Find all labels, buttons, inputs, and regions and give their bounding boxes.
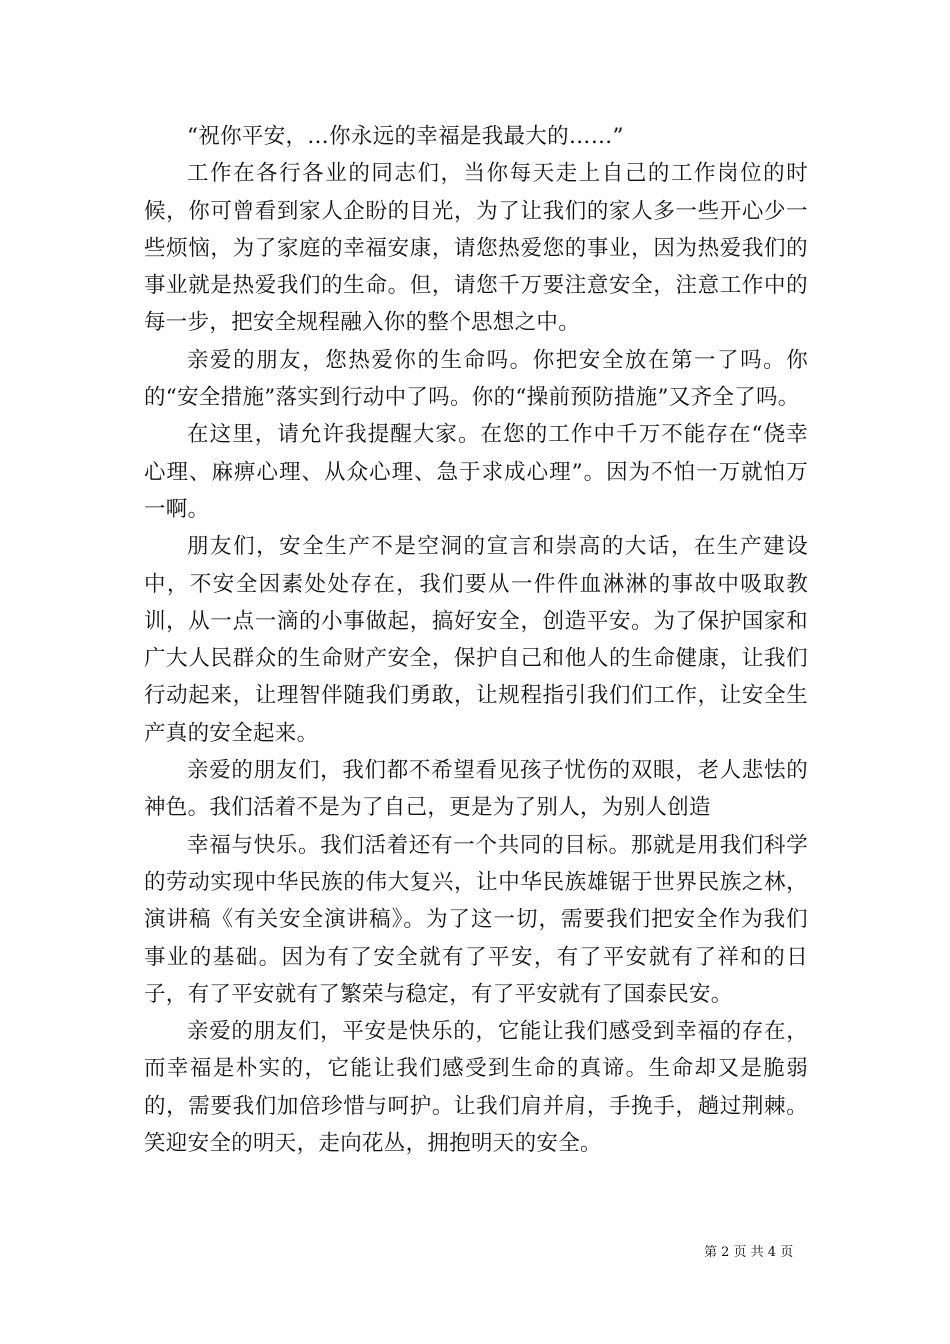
paragraph-questions: 亲爱的朋友，您热爱你的生命吗。你把安全放在第一了吗。你的“安全措施”落实到行动中了吗。你的“操前预防措施”又齐全了吗。 [144,347,808,411]
paragraph-children-elders: 亲爱的朋友们，我们都不希望看见孩子忧伤的双眼，老人悲怯的神色。我们活着不是为了自己，更是为了别人，为别人创造 [144,758,808,821]
paragraph-closing: 亲爱的朋友们，平安是快乐的，它能让我们感受到幸福的存在，而幸福是朴实的，它能让我们感受到生命的真谛。生命却又是脆弱的，需要我们加倍珍惜与呵护。让我们肩并肩，手挽手，趟过荆棘。笑迎安全的明天，走向花丛，拥抱明天的安全。 [144,1019,808,1157]
paragraph-friends: 朋友们，安全生产不是空洞的宣言和崇高的大话，在生产建设中，不安全因素处处存在，我们要从一件件血淋淋的事故中吸取教训，从一点一滴的小事做起，搞好安全，创造平安。为了保护国家和广大人民群众的生命财产安全，保护自己和他人的生命健康，让我们行动起来，让理智伴随我们勇敢，让规程指引我们们工作，让安全生产真的安全起来。 [144,534,808,746]
document-body [144,118,808,1162]
paragraph-reminder: 在这里，请允许我提醒大家。在您的工作中千万不能存在“侥幸心理、麻痹心理、从众心理、急于求成心理”。因为不怕一万就怕万一啊。 [144,422,808,522]
page-number-footer: 第 2 页 共 4 页 [704,1245,794,1260]
paragraph-common-goal: 幸福与快乐。我们活着还有一个共同的目标。那就是用我们科学的劳动实现中华民族的伟大复兴，让中华民族雄锯于世界民族之林，演讲稿《有关安全演讲稿》。为了这一切，需要我们把安全作为我们事业的基础。因为有了安全就有了平安，有了平安就有了祥和的日子，有了平安就有了繁荣与稳定，有了平安就有了国泰民安。 [144,832,808,1007]
paragraph-workers: 工作在各行各业的同志们，当你每天走上自己的工作岗位的时候，你可曾看到家人企盼的目光，为了让我们的家人多一些开心少一些烦恼，为了家庭的幸福安康，请您热爱您的事业，因为热爱我们的事业就是热爱我们的生命。但，请您千万要注意安全，注意工作中的每一步，把安全规程融入你的整个思想之中。 [144,161,808,336]
paragraph-opening-quote: “祝你平安，…你永远的幸福是我最大的……” [187,124,624,149]
